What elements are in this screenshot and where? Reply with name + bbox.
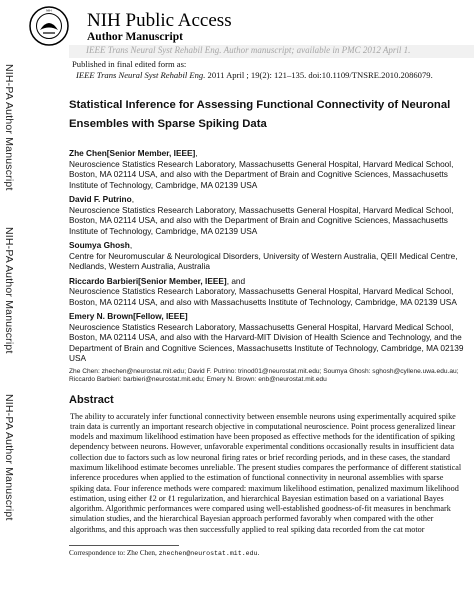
author-affiliation: Centre for Neuromuscular & Neurological Disorders, University of Western Australia, QEII Medical Centre, Nedlands, Western Australia, Australia [69, 250, 458, 271]
journal-name: IEEE Trans Neural Syst Rehabil Eng. [76, 70, 206, 80]
footnote-end: . [257, 549, 260, 557]
sidebar-label: NIH-PA Author Manuscript [3, 64, 15, 191]
author-entry [69, 240, 464, 272]
abstract-text: The ability to accurately infer functional connectivity between ensemble neurons using experimentally acquired spike train data is currently an important research objective in computational neuroscience. Point process generalized linear models and maximum likelihood estimation have been proposed as effective methods for the identification of spiking dependency between neurons. However, unfavorable experimental conditions occasionally results in insufficient data collection due to factors such as low neuronal firing rates or brief recording periods, and in these cases, the standard maximum likelihood estimate becomes unreliable. The present studies compares the performance of different statistical inference procedures when applied to the estimation of functional connectivity in neuronal assemblies with sparse spiking data. Four inference methods were compared: maximum likelihood estimation, penalized maximum likelihood estimation, using either ℓ2 or ℓ1 regularization, and hierarchical Bayesian estimation based on a variational Bayes algorithm. Algorithmic performances were compared using well-established goodness-of-fit measures in benchmark simulation studies, and the hierarchical Bayesian approach performed favorably when compared with the other algorithms, and this approach was then successfully applied to real spiking data recorded from the cat motor [70, 411, 462, 534]
author-name: Riccardo Barbieri[Senior Member, IEEE] [69, 275, 227, 286]
page-header [25, 4, 474, 54]
journal-line: IEEE Trans Neural Syst Rehabil Eng. Author manuscript; available in PMC 2012 April 1. [86, 45, 411, 55]
author-affiliation: Neuroscience Statistics Research Laboratory, Massachusetts General Hospital, Harvard Medical School, Boston, MA 02114 USA, and also with Massachusetts Institute of Technology, Cambridge, MA 02139 USA [69, 286, 457, 307]
author-suffix: , [131, 194, 135, 204]
author-affiliation: Neuroscience Statistics Research Laboratory, Massachusetts General Hospital, Harvard Medical School, Boston, MA 02114 USA, and also with the Department of Brain and Cognitive Sciences, Massachusetts Institute of Technology, Cambridge, MA 02139 USA [69, 158, 454, 190]
article-body [69, 96, 464, 535]
author-affiliation: Neuroscience Statistics Research Laboratory, Massachusetts General Hospital, Harvard Medical School, Boston, MA 02114 USA, and also with the Harvard-MIT Division of Health Science and Technology, and the Department of Brain and Cognitive Sciences, Massachusetts Institute of Technology, Cambridge, MA 02139 USA [69, 321, 464, 363]
author-name: Soumya Ghosh [69, 240, 130, 250]
author-entry [69, 276, 464, 308]
header-band [69, 45, 474, 58]
citation-line [76, 70, 433, 80]
author-name: Zhe Chen[Senior Member, IEEE] [69, 148, 196, 158]
abstract-heading: Abstract [69, 393, 114, 406]
sidebar-watermark [0, 62, 24, 613]
author-suffix: , [195, 148, 198, 158]
sidebar-label: NIH-PA Author Manuscript [3, 227, 15, 354]
author-name: David F. Putrino [69, 194, 132, 204]
author-suffix: , [129, 240, 133, 250]
published-label: Published in final edited form as: [72, 59, 187, 69]
author-suffix: , and [226, 275, 246, 286]
paper-title: Statistical Inference for Assessing Functional Connectivity of Neuronal Ensembles with Sparse Spiking Data [69, 99, 451, 130]
author-entry [69, 311, 464, 364]
author-manuscript-label: Author Manuscript [87, 31, 183, 43]
author-entry [69, 148, 464, 190]
correspondence-label: Correspondence to: Zhe Chen, [69, 549, 159, 557]
footnote-divider [69, 545, 179, 546]
nih-logo-icon [29, 6, 69, 46]
correspondence-footnote [69, 549, 259, 557]
svg-text:NIH: NIH [46, 8, 52, 13]
author-entry [69, 194, 464, 236]
author-name: Emery N. Brown[Fellow, IEEE] [69, 311, 188, 321]
correspondence-email: zhechen@neurostat.mit.edu [158, 550, 258, 557]
author-affiliation: Neuroscience Statistics Research Laboratory, Massachusetts General Hospital, Harvard Medical School, Boston, MA 02114 USA, and also with the Department of Brain and Cognitive Sciences, Massachusetts Institute of Technology, Cambridge, MA 02139 USA [69, 204, 454, 236]
publication-info [72, 59, 433, 80]
author-list [69, 148, 464, 364]
nih-public-access-title: NIH Public Access [87, 10, 232, 31]
sidebar-label: NIH-PA Author Manuscript [3, 394, 15, 521]
author-emails: Zhe Chen: zhechen@neurostat.mit.edu; David F. Putrino: trinod01@neurostat.mit.edu; Soumya Ghosh: sghosh@cyllene.uwa.edu.au; Riccardo Barbieri: barbieri@neurostat.mit.edu; Emery N. Brown: enb@neurostat.mit.edu [69, 367, 459, 383]
citation-details: 2011 April ; 19(2): 121–135. doi:10.1109/TNSRE.2010.2086079. [205, 70, 433, 80]
